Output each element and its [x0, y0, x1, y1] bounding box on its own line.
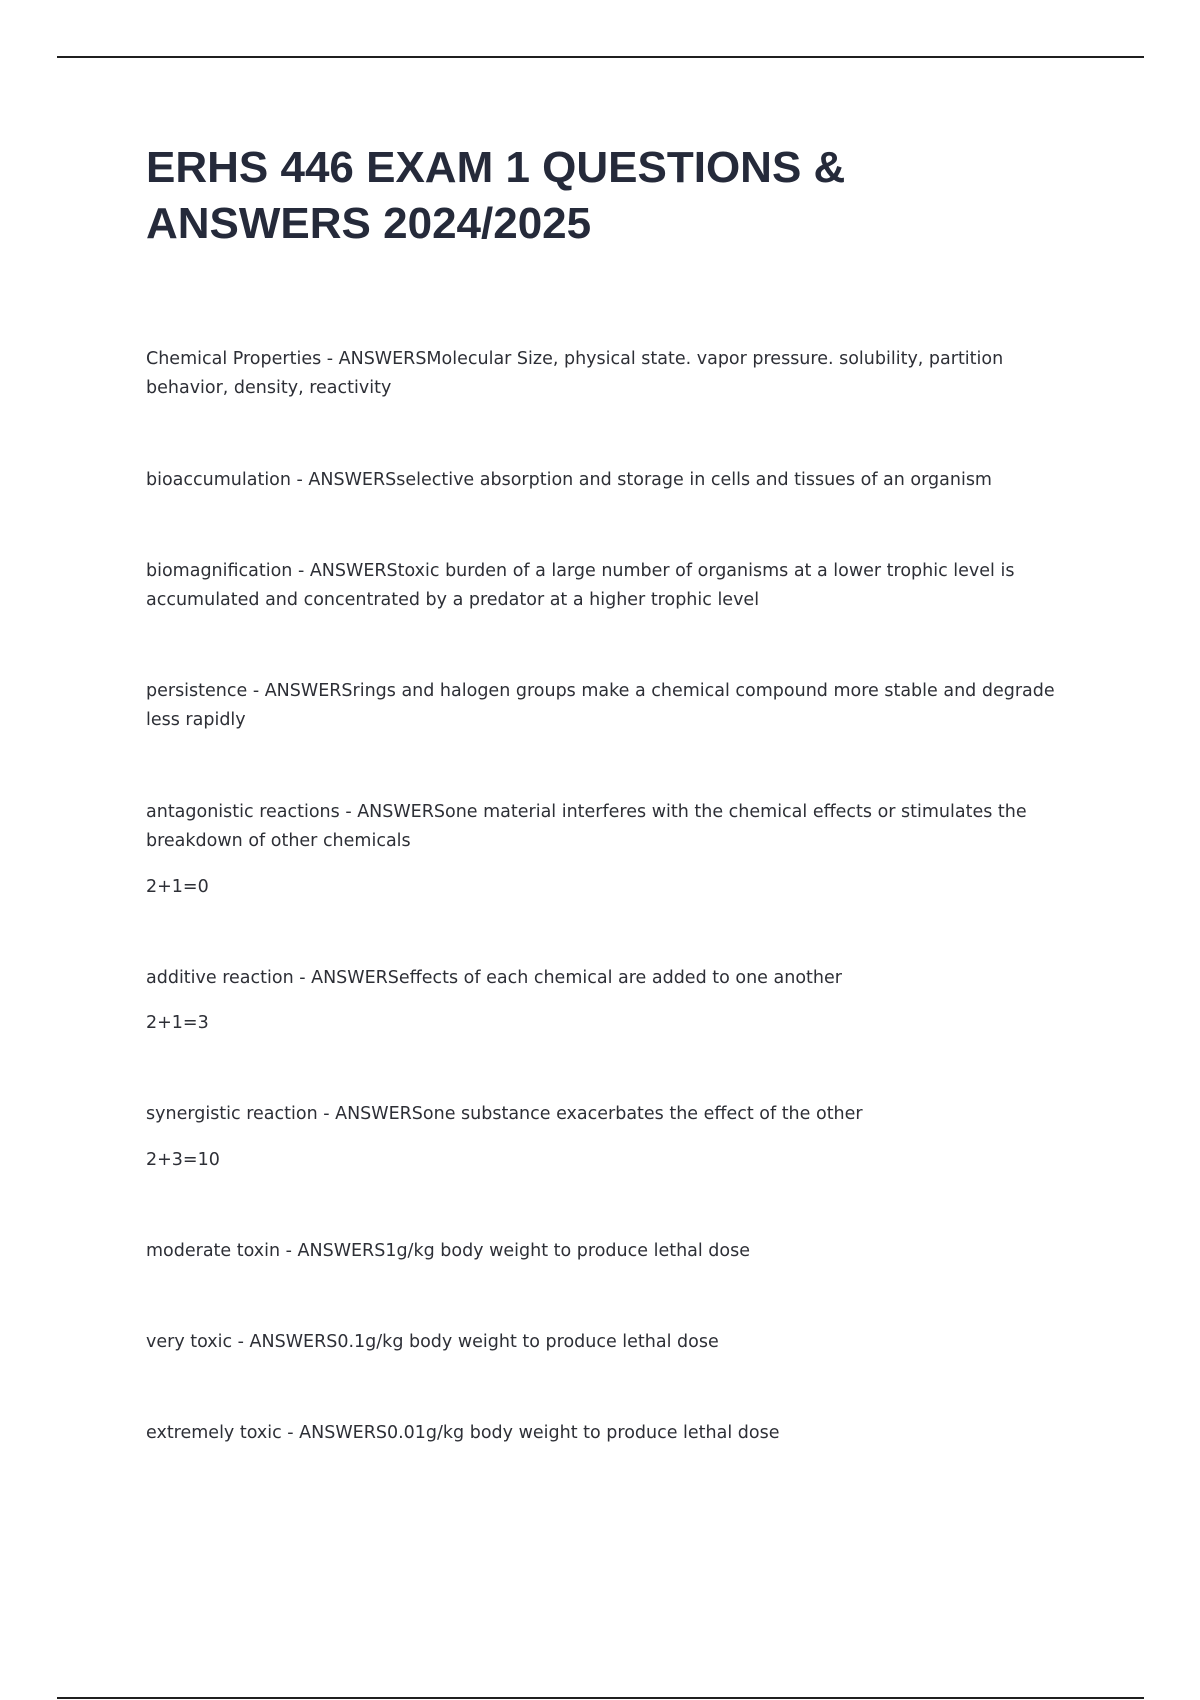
entry-antagonistic-reactions: antagonistic reactions - ANSWERSone material interferes with the chemical effects or stimulates the breakdown of other chemicals — [146, 802, 1027, 851]
top-divider — [57, 56, 1144, 58]
entry-synergistic-reaction: synergistic reaction - ANSWERSone substance exacerbates the effect of the other — [146, 1104, 863, 1124]
entry-synergistic-example: 2+3=10 — [146, 1150, 220, 1170]
entry-additive-reaction: additive reaction - ANSWERSeffects of each chemical are added to one another — [146, 968, 842, 988]
entry-persistence: persistence - ANSWERSrings and halogen groups make a chemical compound more stable and degrade less rapidly — [146, 681, 1055, 730]
entry-chemical-properties: Chemical Properties - ANSWERSMolecular Size, physical state. vapor pressure. solubility, partition behavior, density, reactivity — [146, 349, 1004, 398]
entry-additive-example: 2+1=3 — [146, 1013, 209, 1033]
entry-moderate-toxin: moderate toxin - ANSWERS1g/kg body weight to produce lethal dose — [146, 1241, 751, 1261]
entry-extremely-toxic: extremely toxic - ANSWERS0.01g/kg body weight to produce lethal dose — [146, 1423, 780, 1443]
entry-antagonistic-example: 2+1=0 — [146, 877, 209, 897]
bottom-divider — [57, 1697, 1144, 1699]
page-title: ERHS 446 EXAM 1 QUESTIONS & ANSWERS 2024/2025 — [146, 143, 846, 248]
entry-biomagnification: biomagnification - ANSWERStoxic burden of a large number of organisms at a lower trophic level is accumulated and concentrated by a predator at a higher trophic level — [146, 561, 1015, 610]
entry-bioaccumulation: bioaccumulation - ANSWERSselective absorption and storage in cells and tissues of an organism — [146, 470, 992, 490]
entry-very-toxic: very toxic - ANSWERS0.1g/kg body weight to produce lethal dose — [146, 1332, 719, 1352]
